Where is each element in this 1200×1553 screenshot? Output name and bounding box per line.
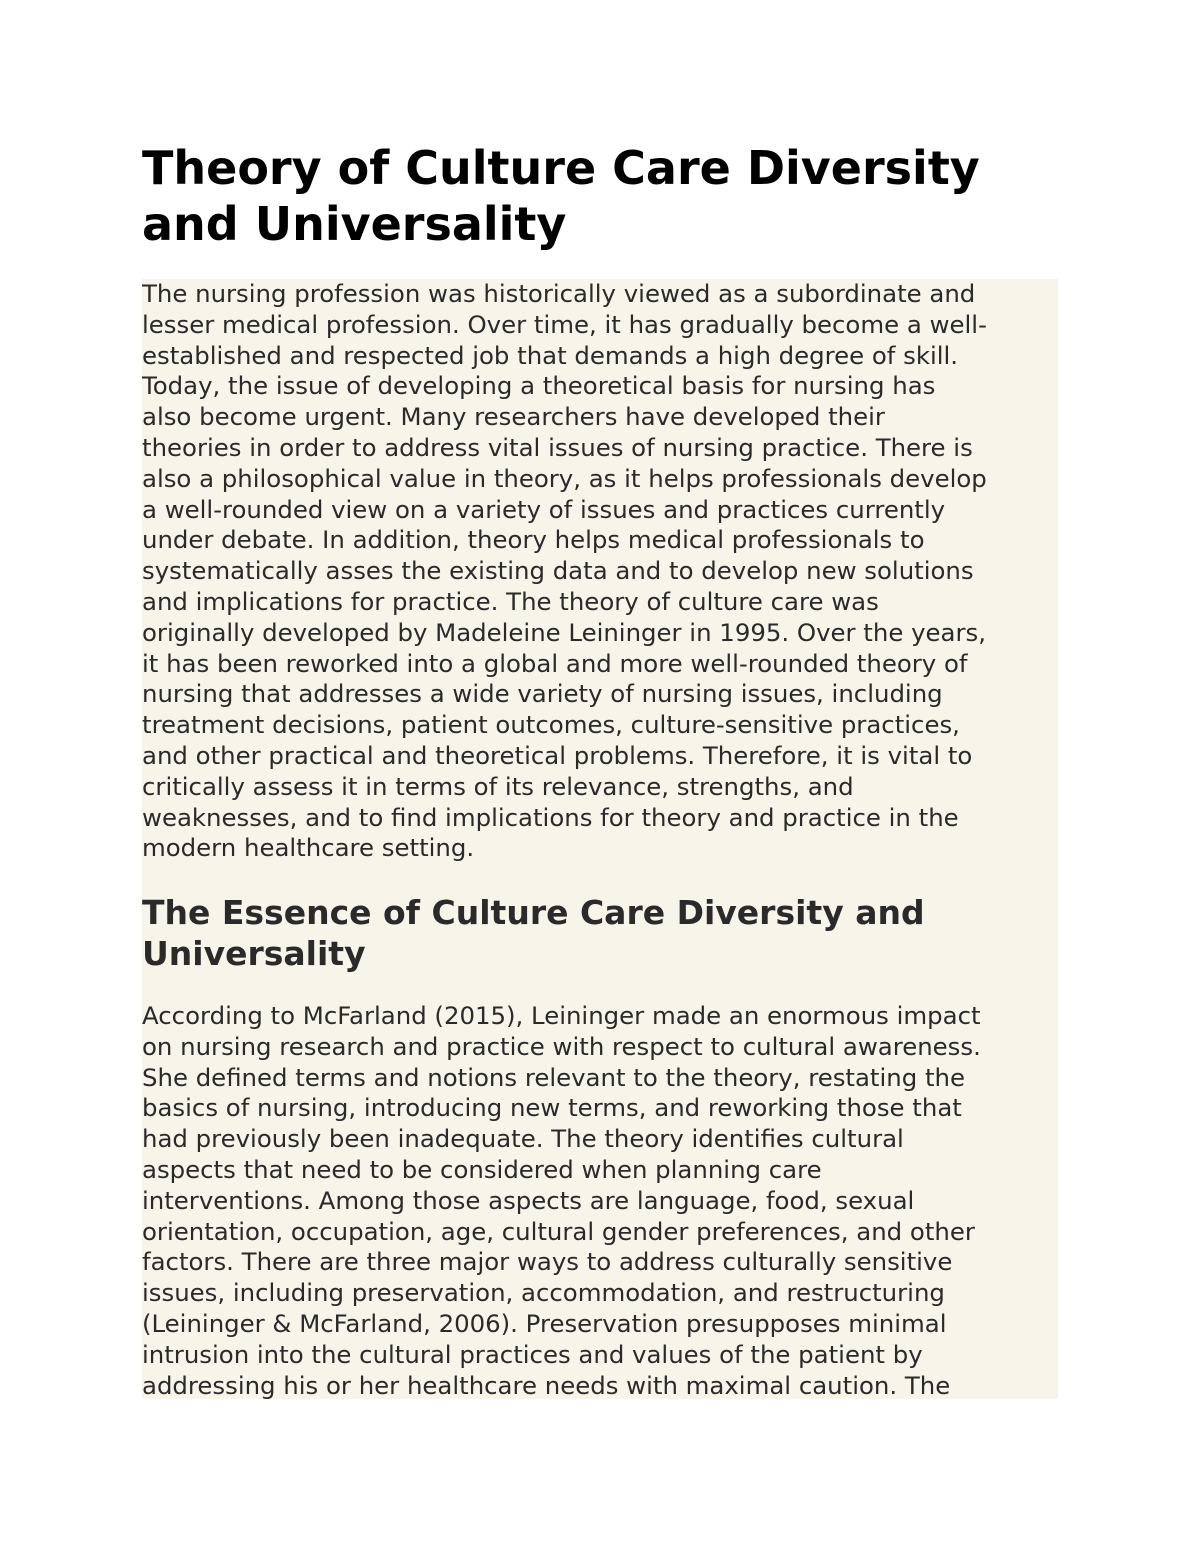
intro-paragraph: The nursing profession was historically viewed as a subordinate and lesser medical profession. Over time, it has gradually become a well- established and respected job that demands a high degree of skill. Today, the issue of developing a theoretical basis for nursing has also become urgent. Many researchers have developed their theories in order to address vital issues of nursing practice. There is also a philosophical value in theory, as it helps professionals develop a well-rounded view on a variety of issues and practices currently under debate. In addition, theory helps medical professionals to systematically asses the existing data and to develop new solutions and implications for practice. The theory of culture care was originally developed by Madeleine Leininger in 1995. Over the years, it has been reworked into a global and more well-rounded theory of nursing that addresses a wide variety of nursing issues, including treatment decisions, patient outcomes, culture-sensitive practices, and other practical and theoretical problems. Therefore, it is vital to critically assess it in terms of its relevance, strengths, and weaknesses, and to find implications for theory and practice in the modern healthcare setting. (142, 279, 987, 863)
section-paragraph: According to McFarland (2015), Leininger made an enormous impact on nursing research and practice with respect to cultural awareness. She defined terms and notions relevant to the theory, restating the basics of nursing, introducing new terms, and reworking those that had previously been inadequate. The theory identifies cultural aspects that need to be considered when planning care interventions. Among those aspects are language, food, sexual orientation, occupation, age, cultural gender preferences, and other factors. There are three major ways to address culturally sensitive issues, including preservation, accommodation, and restructuring (Leininger & McFarland, 2006). Preservation presupposes minimal intrusion into the cultural practices and values of the patient by addressing his or her healthcare needs with maximal caution. The (142, 1001, 981, 1399)
section-heading: The Essence of Culture Care Diversity and Universality (142, 893, 925, 973)
document-title: Theory of Culture Care Diversity and Universality (142, 141, 980, 251)
document-content (142, 279, 1058, 1399)
